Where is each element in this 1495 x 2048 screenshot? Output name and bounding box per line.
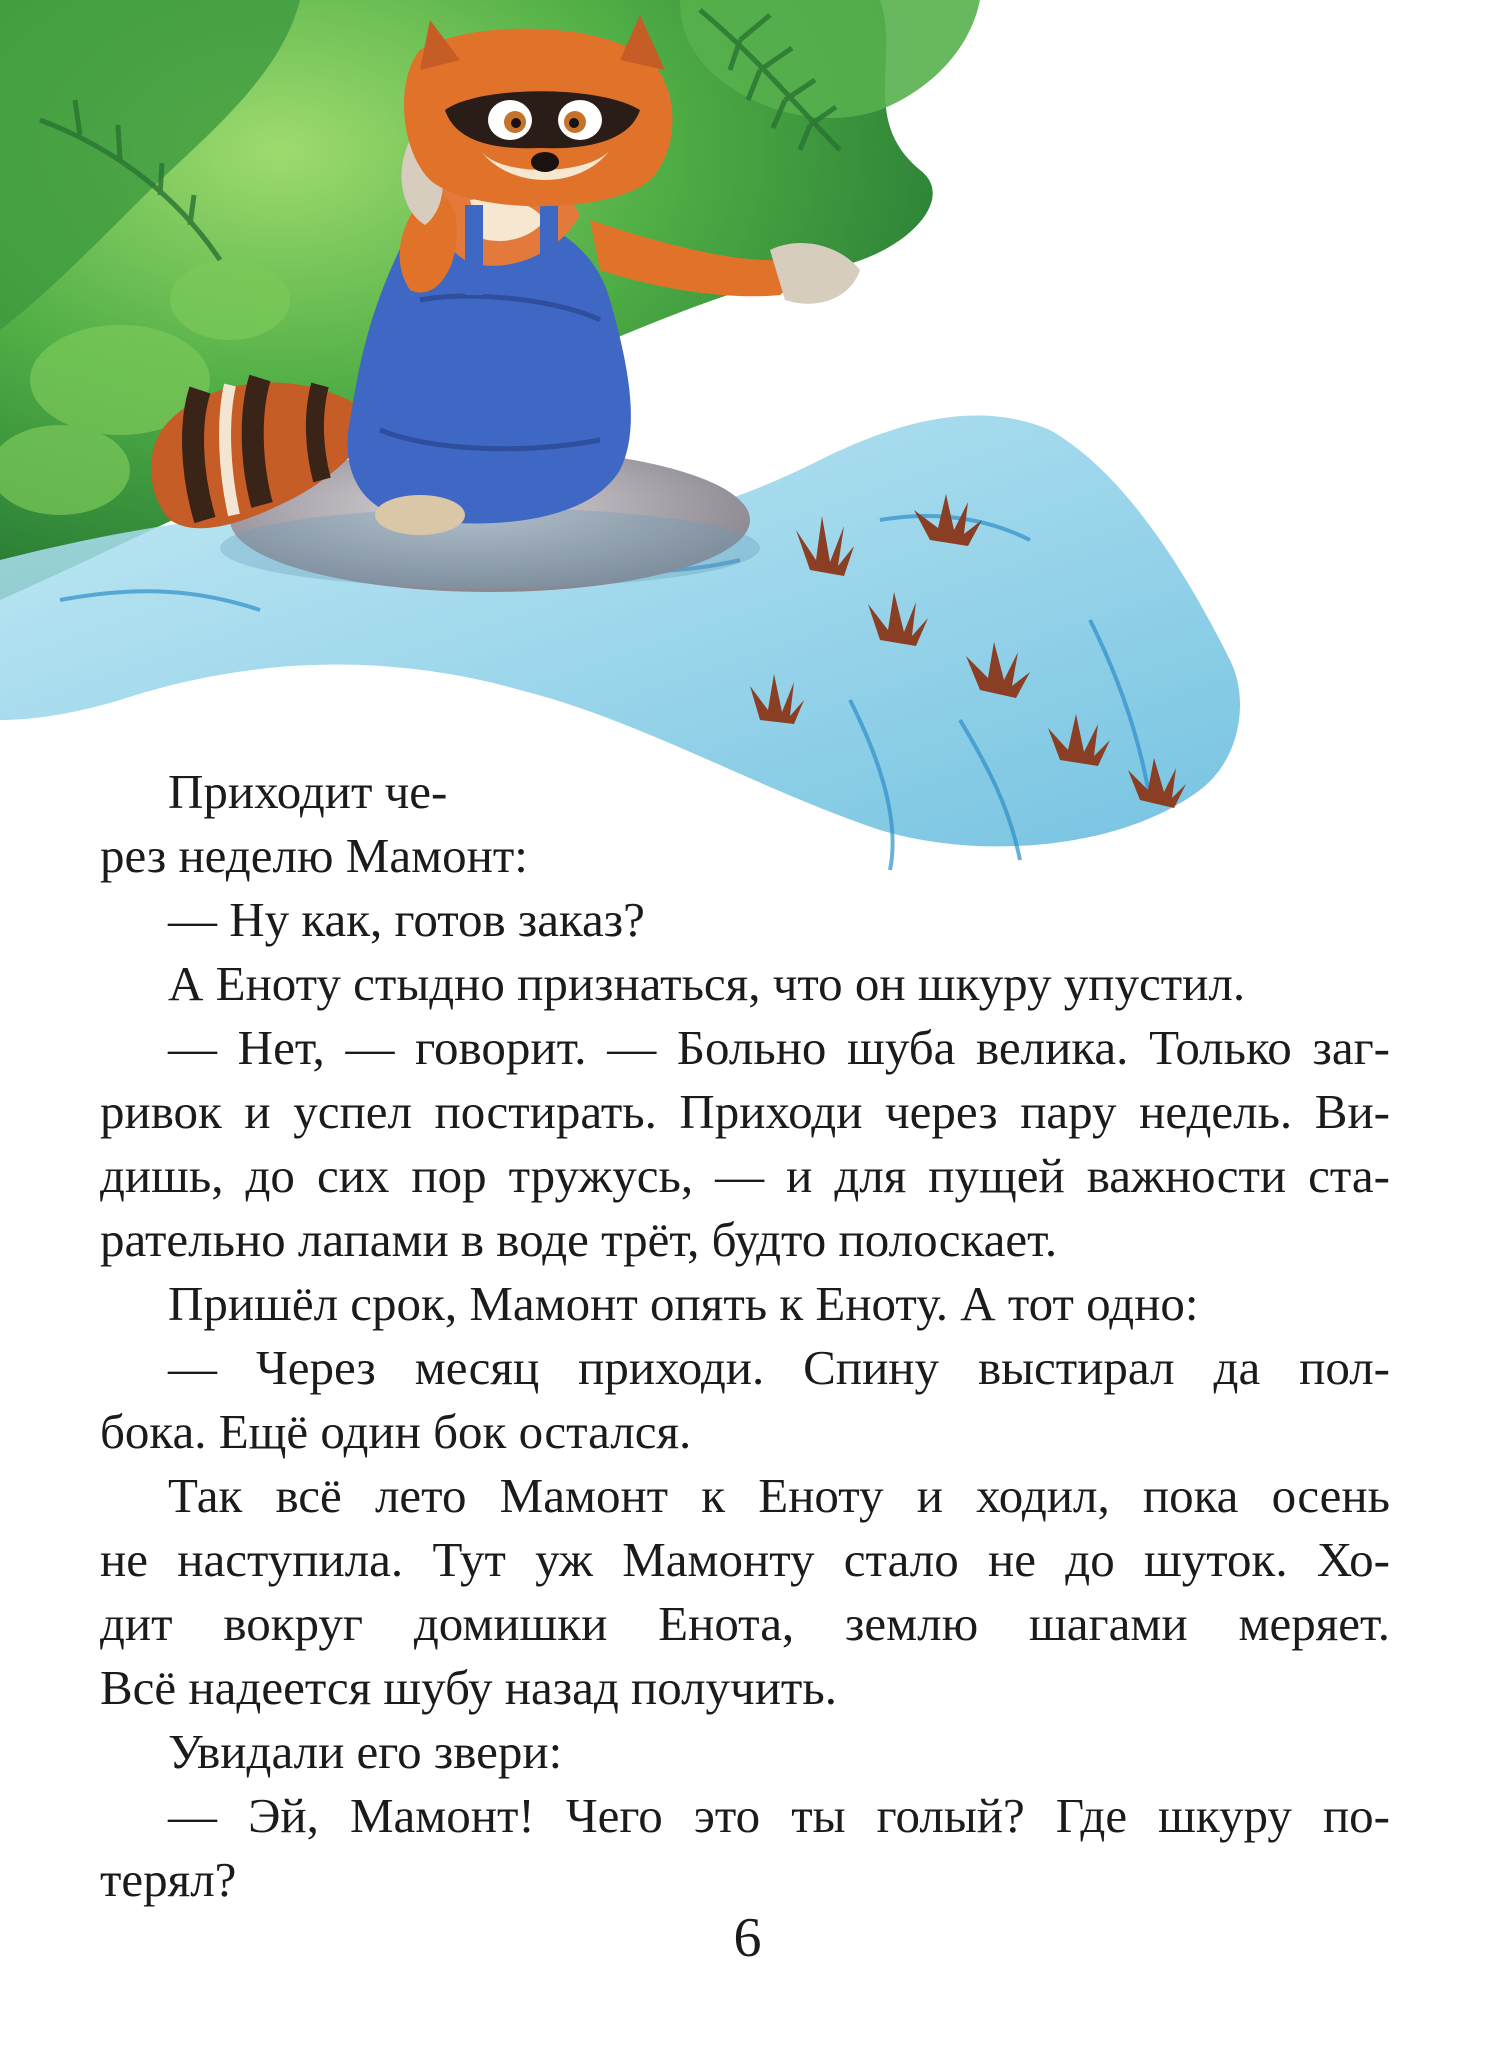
text-line: Приходит че- xyxy=(168,764,448,819)
text-line: — Через месяц приходи. Спину выстирал да пол- xyxy=(168,1340,1390,1395)
text-line: — Ну как, готов заказ? xyxy=(168,892,645,947)
text-line: Пришёл срок, Мамонт опять к Еноту. А тот одно: xyxy=(168,1276,1199,1331)
text-line: ривок и успел постирать. Приходи через пару недель. Ви- xyxy=(100,1084,1390,1139)
text-line: Так всё лето Мамонт к Еноту и ходил, пока осень xyxy=(168,1468,1390,1523)
text-line: А Еноту стыдно признаться, что он шкуру упустил. xyxy=(168,956,1246,1011)
page-number: 6 xyxy=(733,1907,762,1969)
story-text xyxy=(100,760,1390,1912)
text-line: терял? xyxy=(100,1852,237,1907)
text-line: Увидали его звери: xyxy=(168,1724,563,1779)
text-line: рательно лапами в воде трёт, будто полоскает. xyxy=(100,1212,1058,1267)
text-line: не наступила. Тут уж Мамонту стало не до шуток. Хо- xyxy=(100,1532,1390,1587)
text-line: рез неделю Мамонт: xyxy=(100,828,528,883)
text-line: дит вокруг домишки Енота, землю шагами меряет. xyxy=(100,1596,1390,1651)
text-line: дишь, до сих пор тружусь, — и для пущей важности ста- xyxy=(100,1148,1390,1203)
text-line: — Эй, Мамонт! Чего это ты голый? Где шкуру по- xyxy=(168,1788,1390,1843)
text-line: — Нет, — говорит. — Больно шуба велика. Только заг- xyxy=(168,1020,1390,1075)
text-line: Всё надеется шубу назад получить. xyxy=(100,1660,837,1715)
text-line: бока. Ещё один бок остался. xyxy=(100,1404,692,1459)
